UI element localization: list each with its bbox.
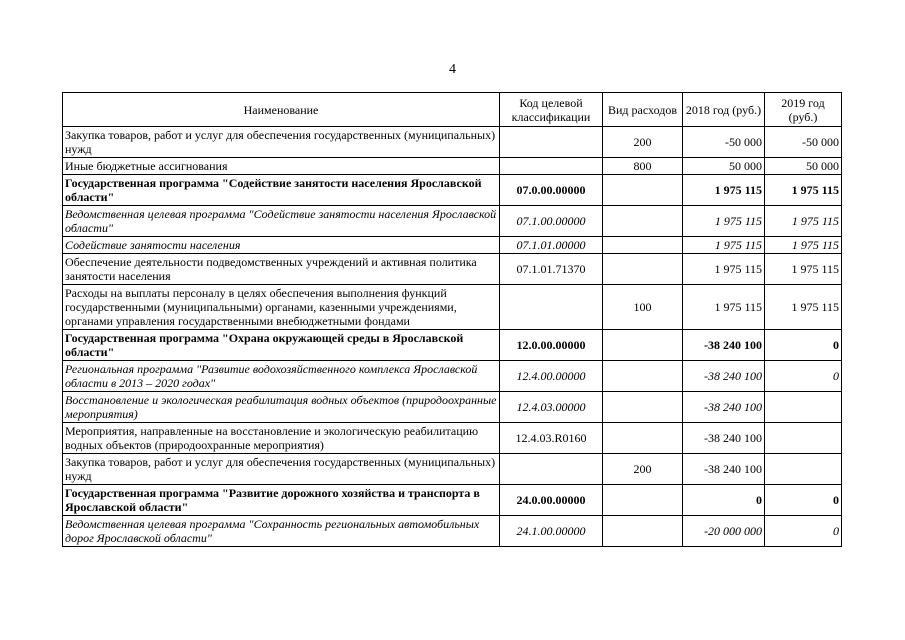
cell-2019: 1 975 115 (765, 254, 842, 285)
cell-2018: 0 (683, 485, 765, 516)
cell-2018: 1 975 115 (683, 175, 765, 206)
cell-2018: -38 240 100 (683, 330, 765, 361)
cell-code: 12.4.03.00000 (500, 392, 603, 423)
cell-code: 07.1.00.00000 (500, 206, 603, 237)
cell-2018: 1 975 115 (683, 206, 765, 237)
cell-name: Расходы на выплаты персоналу в целях обеспечения выполнения функций государственными (муниципальными) органами, казенными учреждениями, органами управления государственными внебюджетными фондами (63, 285, 500, 330)
header-vid: Вид расходов (603, 93, 683, 127)
cell-2019 (765, 392, 842, 423)
cell-code (500, 127, 603, 158)
cell-2018: -38 240 100 (683, 423, 765, 454)
cell-2019: 1 975 115 (765, 175, 842, 206)
cell-code: 07.1.01.00000 (500, 237, 603, 254)
cell-vid (603, 516, 683, 547)
cell-vid (603, 254, 683, 285)
cell-vid (603, 361, 683, 392)
cell-code: 12.4.03.R0160 (500, 423, 603, 454)
cell-2018: 1 975 115 (683, 237, 765, 254)
table-row (63, 158, 842, 175)
cell-code: 24.0.00.00000 (500, 485, 603, 516)
cell-name: Содействие занятости населения (63, 237, 500, 254)
cell-code (500, 454, 603, 485)
cell-vid: 800 (603, 158, 683, 175)
cell-2018: 1 975 115 (683, 285, 765, 330)
cell-code (500, 158, 603, 175)
cell-vid (603, 237, 683, 254)
cell-2018: -38 240 100 (683, 454, 765, 485)
cell-name: Мероприятия, направленные на восстановление и экологическую реабилитацию водных объектов (природоохранные мероприятия) (63, 423, 500, 454)
header-row (63, 93, 842, 127)
cell-vid: 200 (603, 454, 683, 485)
cell-vid (603, 175, 683, 206)
cell-vid (603, 330, 683, 361)
cell-code (500, 285, 603, 330)
table-row (63, 423, 842, 454)
cell-code: 24.1.00.00000 (500, 516, 603, 547)
table-body (63, 127, 842, 547)
cell-2019: 1 975 115 (765, 206, 842, 237)
table-row (63, 485, 842, 516)
cell-name: Восстановление и экологическая реабилитация водных объектов (природоохранные мероприятия) (63, 392, 500, 423)
cell-2018: 50 000 (683, 158, 765, 175)
table-row (63, 175, 842, 206)
cell-vid: 100 (603, 285, 683, 330)
table-row (63, 454, 842, 485)
cell-2019: 0 (765, 361, 842, 392)
cell-2019 (765, 423, 842, 454)
cell-2018: -20 000 000 (683, 516, 765, 547)
cell-code: 12.4.00.00000 (500, 361, 603, 392)
cell-name: Государственная программа "Содействие занятости населения Ярославской области" (63, 175, 500, 206)
cell-2019: 1 975 115 (765, 285, 842, 330)
table-row (63, 392, 842, 423)
cell-code: 12.0.00.00000 (500, 330, 603, 361)
cell-2018: 1 975 115 (683, 254, 765, 285)
cell-vid (603, 392, 683, 423)
cell-vid (603, 485, 683, 516)
cell-vid (603, 423, 683, 454)
cell-2019: 50 000 (765, 158, 842, 175)
cell-code: 07.1.01.71370 (500, 254, 603, 285)
table-row (63, 237, 842, 254)
cell-2018: -50 000 (683, 127, 765, 158)
table-row (63, 330, 842, 361)
table-row (63, 285, 842, 330)
cell-vid (603, 206, 683, 237)
table-row (63, 254, 842, 285)
header-name: Наименование (63, 93, 500, 127)
cell-name: Обеспечение деятельности подведомственных учреждений и активная политика занятости населения (63, 254, 500, 285)
header-2019: 2019 год (руб.) (765, 93, 842, 127)
table-row (63, 127, 842, 158)
cell-2019: 1 975 115 (765, 237, 842, 254)
cell-name: Региональная программа "Развитие водохозяйственного комплекса Ярославской области в 2013 – 2020 годах" (63, 361, 500, 392)
cell-vid: 200 (603, 127, 683, 158)
cell-2019: -50 000 (765, 127, 842, 158)
cell-2019: 0 (765, 516, 842, 547)
page-number: 4 (449, 62, 456, 77)
cell-name: Закупка товаров, работ и услуг для обеспечения государственных (муниципальных) нужд (63, 454, 500, 485)
table-row (63, 361, 842, 392)
budget-table (62, 92, 842, 547)
cell-name: Государственная программа "Охрана окружающей среды в Ярославской области" (63, 330, 500, 361)
cell-2018: -38 240 100 (683, 361, 765, 392)
cell-2018: -38 240 100 (683, 392, 765, 423)
cell-code: 07.0.00.00000 (500, 175, 603, 206)
cell-name: Ведомственная целевая программа "Содействие занятости населения Ярославской области" (63, 206, 500, 237)
cell-2019 (765, 454, 842, 485)
cell-name: Иные бюджетные ассигнования (63, 158, 500, 175)
header-code: Код целевой классификации (500, 93, 603, 127)
cell-name: Ведомственная целевая программа "Сохранность региональных автомобильных дорог Ярославской области" (63, 516, 500, 547)
cell-name: Закупка товаров, работ и услуг для обеспечения государственных (муниципальных) нужд (63, 127, 500, 158)
cell-2019: 0 (765, 485, 842, 516)
table-row (63, 516, 842, 547)
cell-name: Государственная программа "Развитие дорожного хозяйства и транспорта в Ярославской области" (63, 485, 500, 516)
header-2018: 2018 год (руб.) (683, 93, 765, 127)
cell-2019: 0 (765, 330, 842, 361)
table-row (63, 206, 842, 237)
